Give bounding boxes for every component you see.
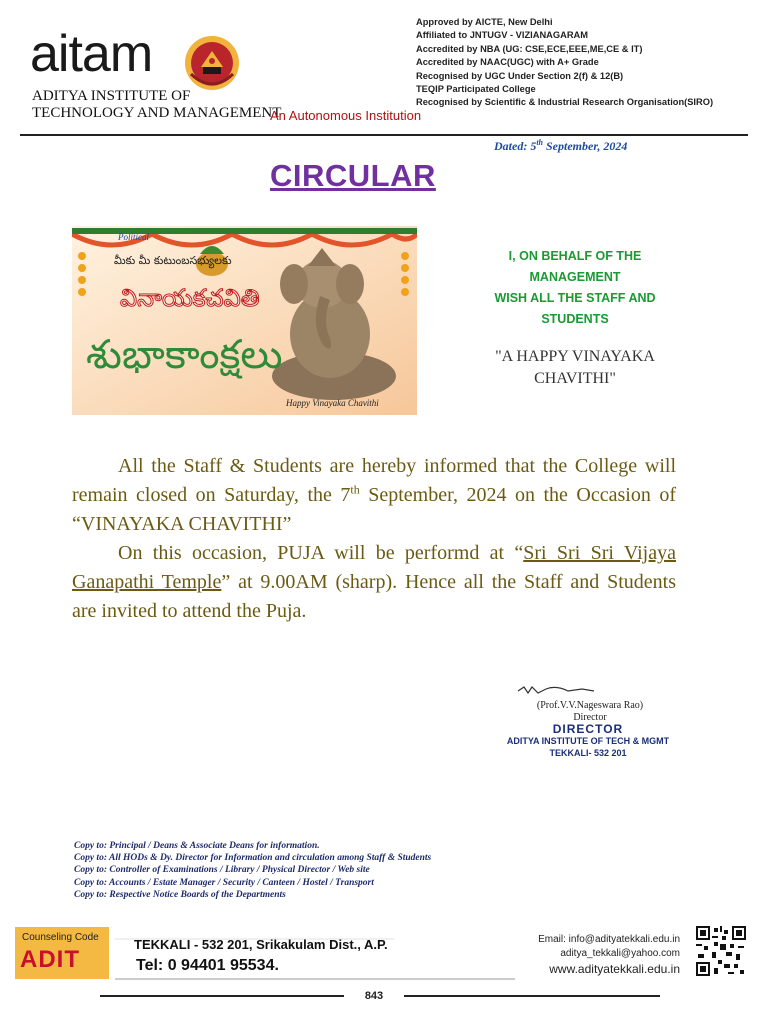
approvals-list — [416, 16, 713, 110]
p1-part-b: September, 2024 on the Occasion of “VINAYAKA CHAVITHI” — [72, 484, 677, 535]
handwritten-signature-icon — [516, 683, 596, 699]
copy-to-item: Copy to: Principal / Deans & Associate Deans for information. — [74, 841, 320, 851]
p2-part-a: On this occasion, PUJA will be performd at “ — [118, 542, 524, 564]
institute-name-line2: TECHNOLOGY AND MANAGEMENT — [32, 105, 282, 121]
counseling-code: ADIT — [20, 946, 80, 973]
institute-name-line1: ADITYA INSTITUTE OF — [32, 88, 191, 104]
footer-website: www.adityatekkali.edu.in — [549, 962, 680, 976]
approval-item: Recognised by Scientific & Industrial Research Organisation(SIRO) — [416, 97, 714, 108]
director-stamp — [498, 723, 678, 759]
circular-title: CIRCULAR — [270, 158, 436, 193]
banner-badge: Political — [118, 232, 149, 242]
date-prefix: Dated: 5 — [494, 139, 537, 153]
greeting-line2: MANAGEMENT — [529, 270, 621, 284]
stamp-line2: ADITYA INSTITUTE OF TECH & MGMT — [506, 736, 670, 746]
approval-item: TEQIP Participated College — [416, 84, 536, 95]
approval-item: Affiliated to JNTUGV - VIZIANAGARAM — [416, 30, 588, 41]
copy-to-item: Copy to: All HODs & Dy. Director for Information and circulation among Staff & Students — [74, 853, 432, 864]
autonomous-tagline: An Autonomous Institution — [270, 108, 422, 123]
happy-line2: CHAVITHI" — [534, 370, 616, 387]
banner-telugu-line2: వినాయకచవితి — [120, 284, 260, 312]
banner-caption: Happy Vinayaka Chavithi — [286, 398, 379, 408]
p1-part-a: All the Staff & Students are hereby informed that the College will remain closed on Saturday, the 7 — [72, 455, 676, 506]
approval-item: Approved by AICTE, New Delhi — [416, 17, 553, 27]
vinayaka-chavithi-banner — [72, 226, 417, 415]
director-designation: Director — [573, 712, 607, 723]
director-name: (Prof.V.V.Nageswara Rao) — [536, 700, 644, 711]
p1-sup: th — [350, 482, 360, 497]
copy-to-item: Copy to: Controller of Examinations / Library / Physical Director / Web site — [74, 865, 370, 876]
footer-telephone: Tel: 0 94401 95534. — [136, 957, 279, 974]
stamp-line3: TEKKALI- 532 201 — [549, 748, 627, 758]
copy-to-list — [74, 840, 431, 901]
footer-email: Email: info@adityatekkali.edu.in — [538, 934, 680, 945]
approval-item: Accredited by NBA (UG: CSE,ECE,EEE,ME,CE & IT) — [416, 43, 643, 54]
greeting-line4: STUDENTS — [541, 312, 609, 326]
p2-part-b: ” at 9.00AM (sharp). Hence all the Staff and Students are invited to attend the Puja. — [72, 571, 677, 622]
management-greeting — [440, 246, 710, 330]
body-paragraph-1 — [72, 452, 676, 539]
circular-body — [72, 452, 676, 626]
footer-email-alt: aditya_tekkali@yahoo.com — [560, 948, 680, 959]
banner-telugu-line3: శుభాకాంక్షలు — [86, 332, 283, 378]
temple-name: Sri Sri Sri Vijaya Ganapathi Temple — [72, 542, 676, 593]
header-divider — [20, 134, 748, 136]
approval-item: Recognised by UGC Under Section 2(f) & 12(B) — [416, 70, 624, 81]
happy-vinayaka-chavithi — [440, 346, 710, 390]
date-sup: th — [536, 138, 543, 147]
institute-name — [32, 88, 281, 122]
date-suffix: September, 2024 — [543, 139, 628, 153]
aitam-logo: aitam — [30, 25, 153, 83]
stamp-line1: DIRECTOR — [552, 722, 624, 736]
banner-telugu-line1: మీకు మీ కుటుంబసభ్యులకు — [114, 254, 232, 267]
qr-code-icon — [696, 926, 746, 976]
copy-to-item: Copy to: Accounts / Estate Manager / Security / Canteen / Hostel / Transport — [74, 877, 374, 888]
footer-address: TEKKALI - 532 201, Srikakulam Dist., A.P. — [134, 937, 388, 952]
institute-seal-icon — [183, 34, 241, 92]
body-paragraph-2 — [72, 539, 676, 626]
banner-artwork — [72, 226, 417, 415]
greeting-line1: I, ON BEHALF OF THE — [508, 249, 642, 263]
date-line — [494, 138, 627, 154]
approval-item: Accredited by NAAC(UGC) with A+ Grade — [416, 57, 599, 68]
happy-line1: "A HAPPY VINAYAKA — [495, 348, 655, 365]
copy-to-item: Copy to: Respective Notice Boards of the Departments — [74, 889, 286, 900]
greeting-line3: WISH ALL THE STAFF AND — [494, 291, 656, 305]
counseling-code-label: Counseling Code — [22, 932, 99, 943]
page-number: 843 — [344, 987, 404, 1005]
